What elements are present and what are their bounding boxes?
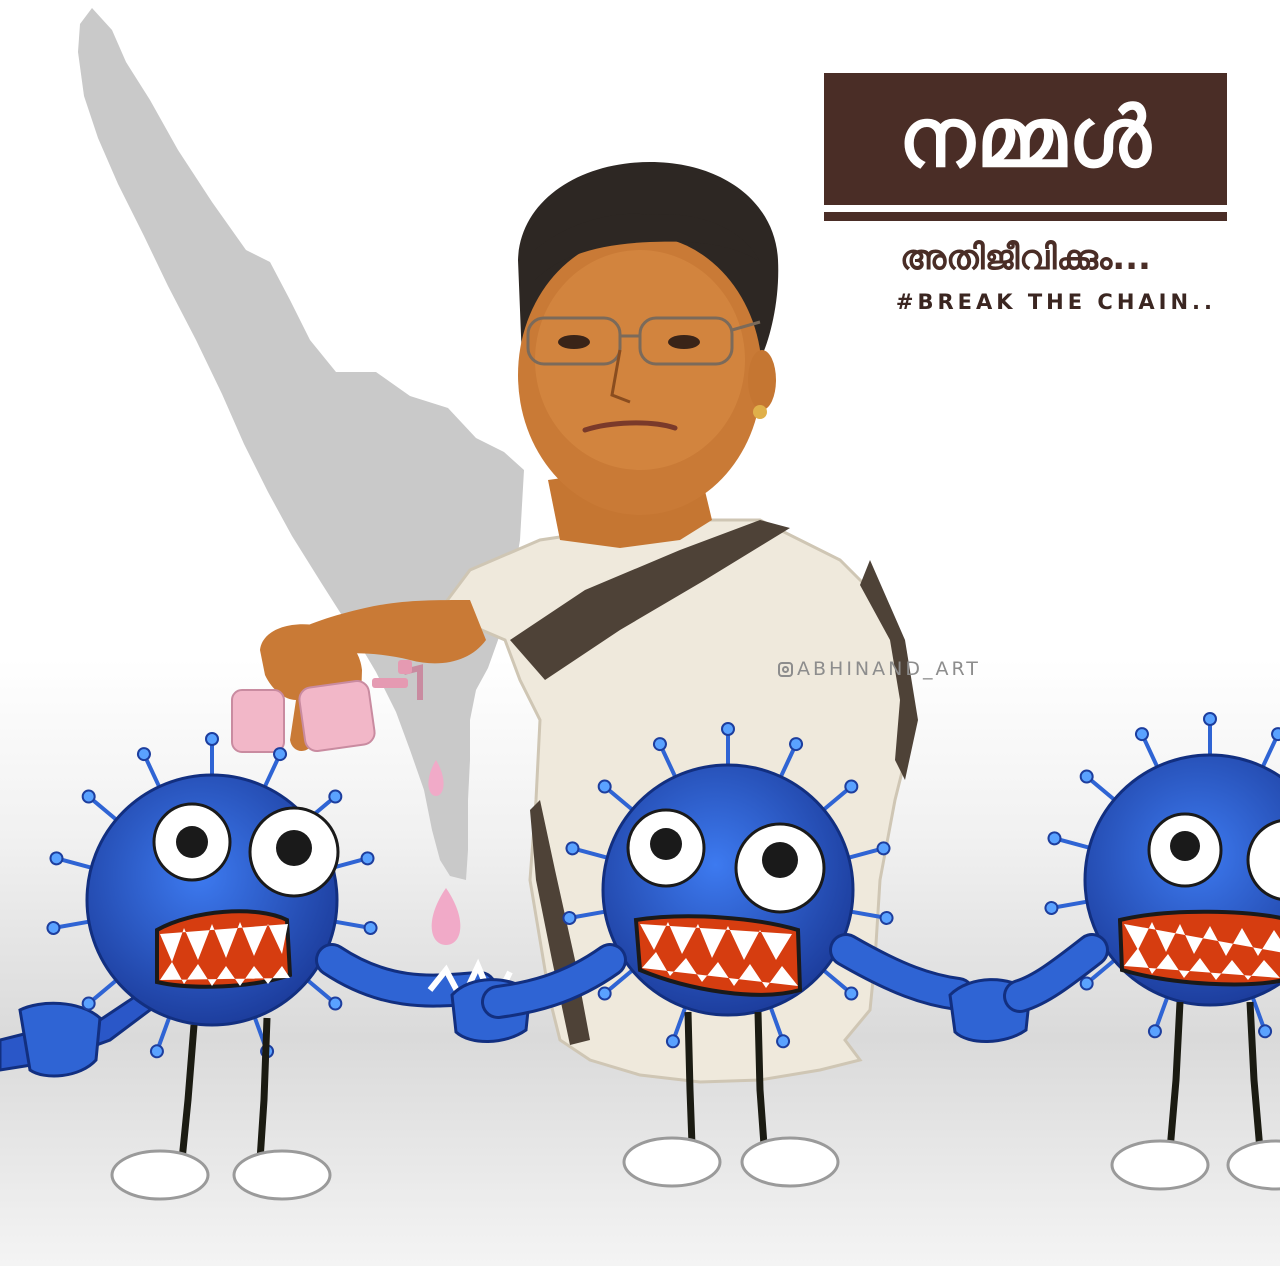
poster-subtitle: അതിജീവിക്കും... bbox=[900, 238, 1151, 278]
poster-title: നമ്മൾ bbox=[898, 91, 1153, 186]
virus-character bbox=[498, 723, 958, 1186]
virus-character bbox=[46, 733, 480, 1199]
artist-credit bbox=[778, 658, 981, 680]
title-underline bbox=[824, 212, 1227, 221]
handshake-left bbox=[20, 1003, 100, 1076]
artist-credit-text: ABHINAND_ART bbox=[797, 658, 981, 680]
instagram-icon bbox=[778, 662, 793, 677]
virus-character bbox=[1020, 713, 1280, 1189]
poster-hashtag: #BREAK THE CHAIN.. bbox=[895, 290, 1216, 314]
title-box bbox=[824, 73, 1227, 205]
